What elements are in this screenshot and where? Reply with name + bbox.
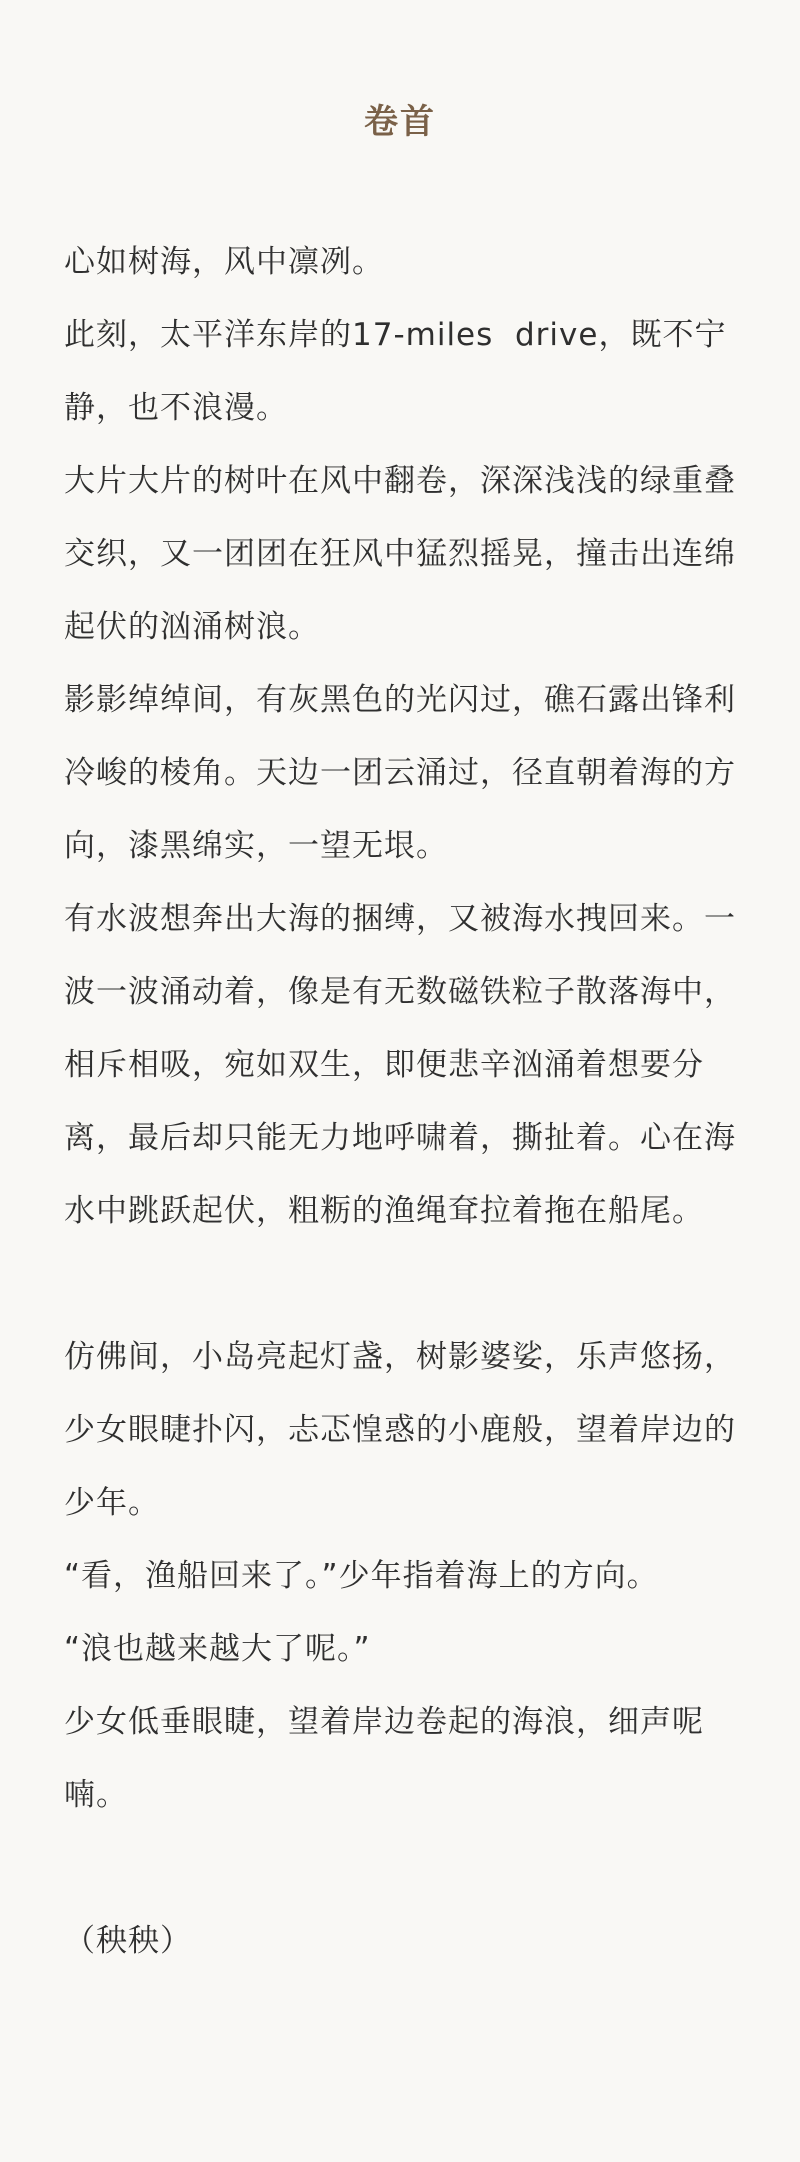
article-title: 卷首 xyxy=(364,102,436,142)
paragraph-7: “看，渔船回来了。”少年指着海上的方向。 xyxy=(64,1558,659,1594)
paragraph-5: 有水波想奔出大海的捆缚，又被海水拽回来。一波一波涌动着，像是有无数磁铁粒子散落海中，相斥相吸，宛如双生，即便悲辛汹涌着想要分离，最后却只能无力地呼啸着，撕扯着。心在海水中跳跃起伏，粗粝的渔绳耷拉着拖在船尾。 xyxy=(64,901,736,1229)
signature-spacer xyxy=(64,1832,736,1905)
paragraph-1: 心如树海，风中凛冽。 xyxy=(64,244,384,280)
article-body xyxy=(64,226,736,1978)
author-signature: （秧秧） xyxy=(64,1923,192,1959)
paragraph-spacer xyxy=(64,1248,736,1321)
paragraph-3: 大片大片的树叶在风中翻卷，深深浅浅的绿重叠交织，又一团团在狂风中猛烈摇晃，撞击出连绵起伏的汹涌树浪。 xyxy=(64,463,736,645)
paragraph-4: 影影绰绰间，有灰黑色的光闪过，礁石露出锋利冷峻的棱角。天边一团云涌过，径直朝着海的方向，漆黑绵实，一望无垠。 xyxy=(64,682,736,864)
paragraph-6: 仿佛间，小岛亮起灯盏，树影婆娑，乐声悠扬，少女眼睫扑闪，忐忑惶惑的小鹿般，望着岸边的少年。 xyxy=(64,1339,736,1521)
paragraph-2: 此刻，太平洋东岸的17-miles drive，既不宁静，也不浪漫。 xyxy=(64,317,727,426)
paragraph-8: “浪也越来越大了呢。” xyxy=(64,1631,371,1667)
paragraph-9: 少女低垂眼睫，望着岸边卷起的海浪，细声呢喃。 xyxy=(64,1704,704,1813)
